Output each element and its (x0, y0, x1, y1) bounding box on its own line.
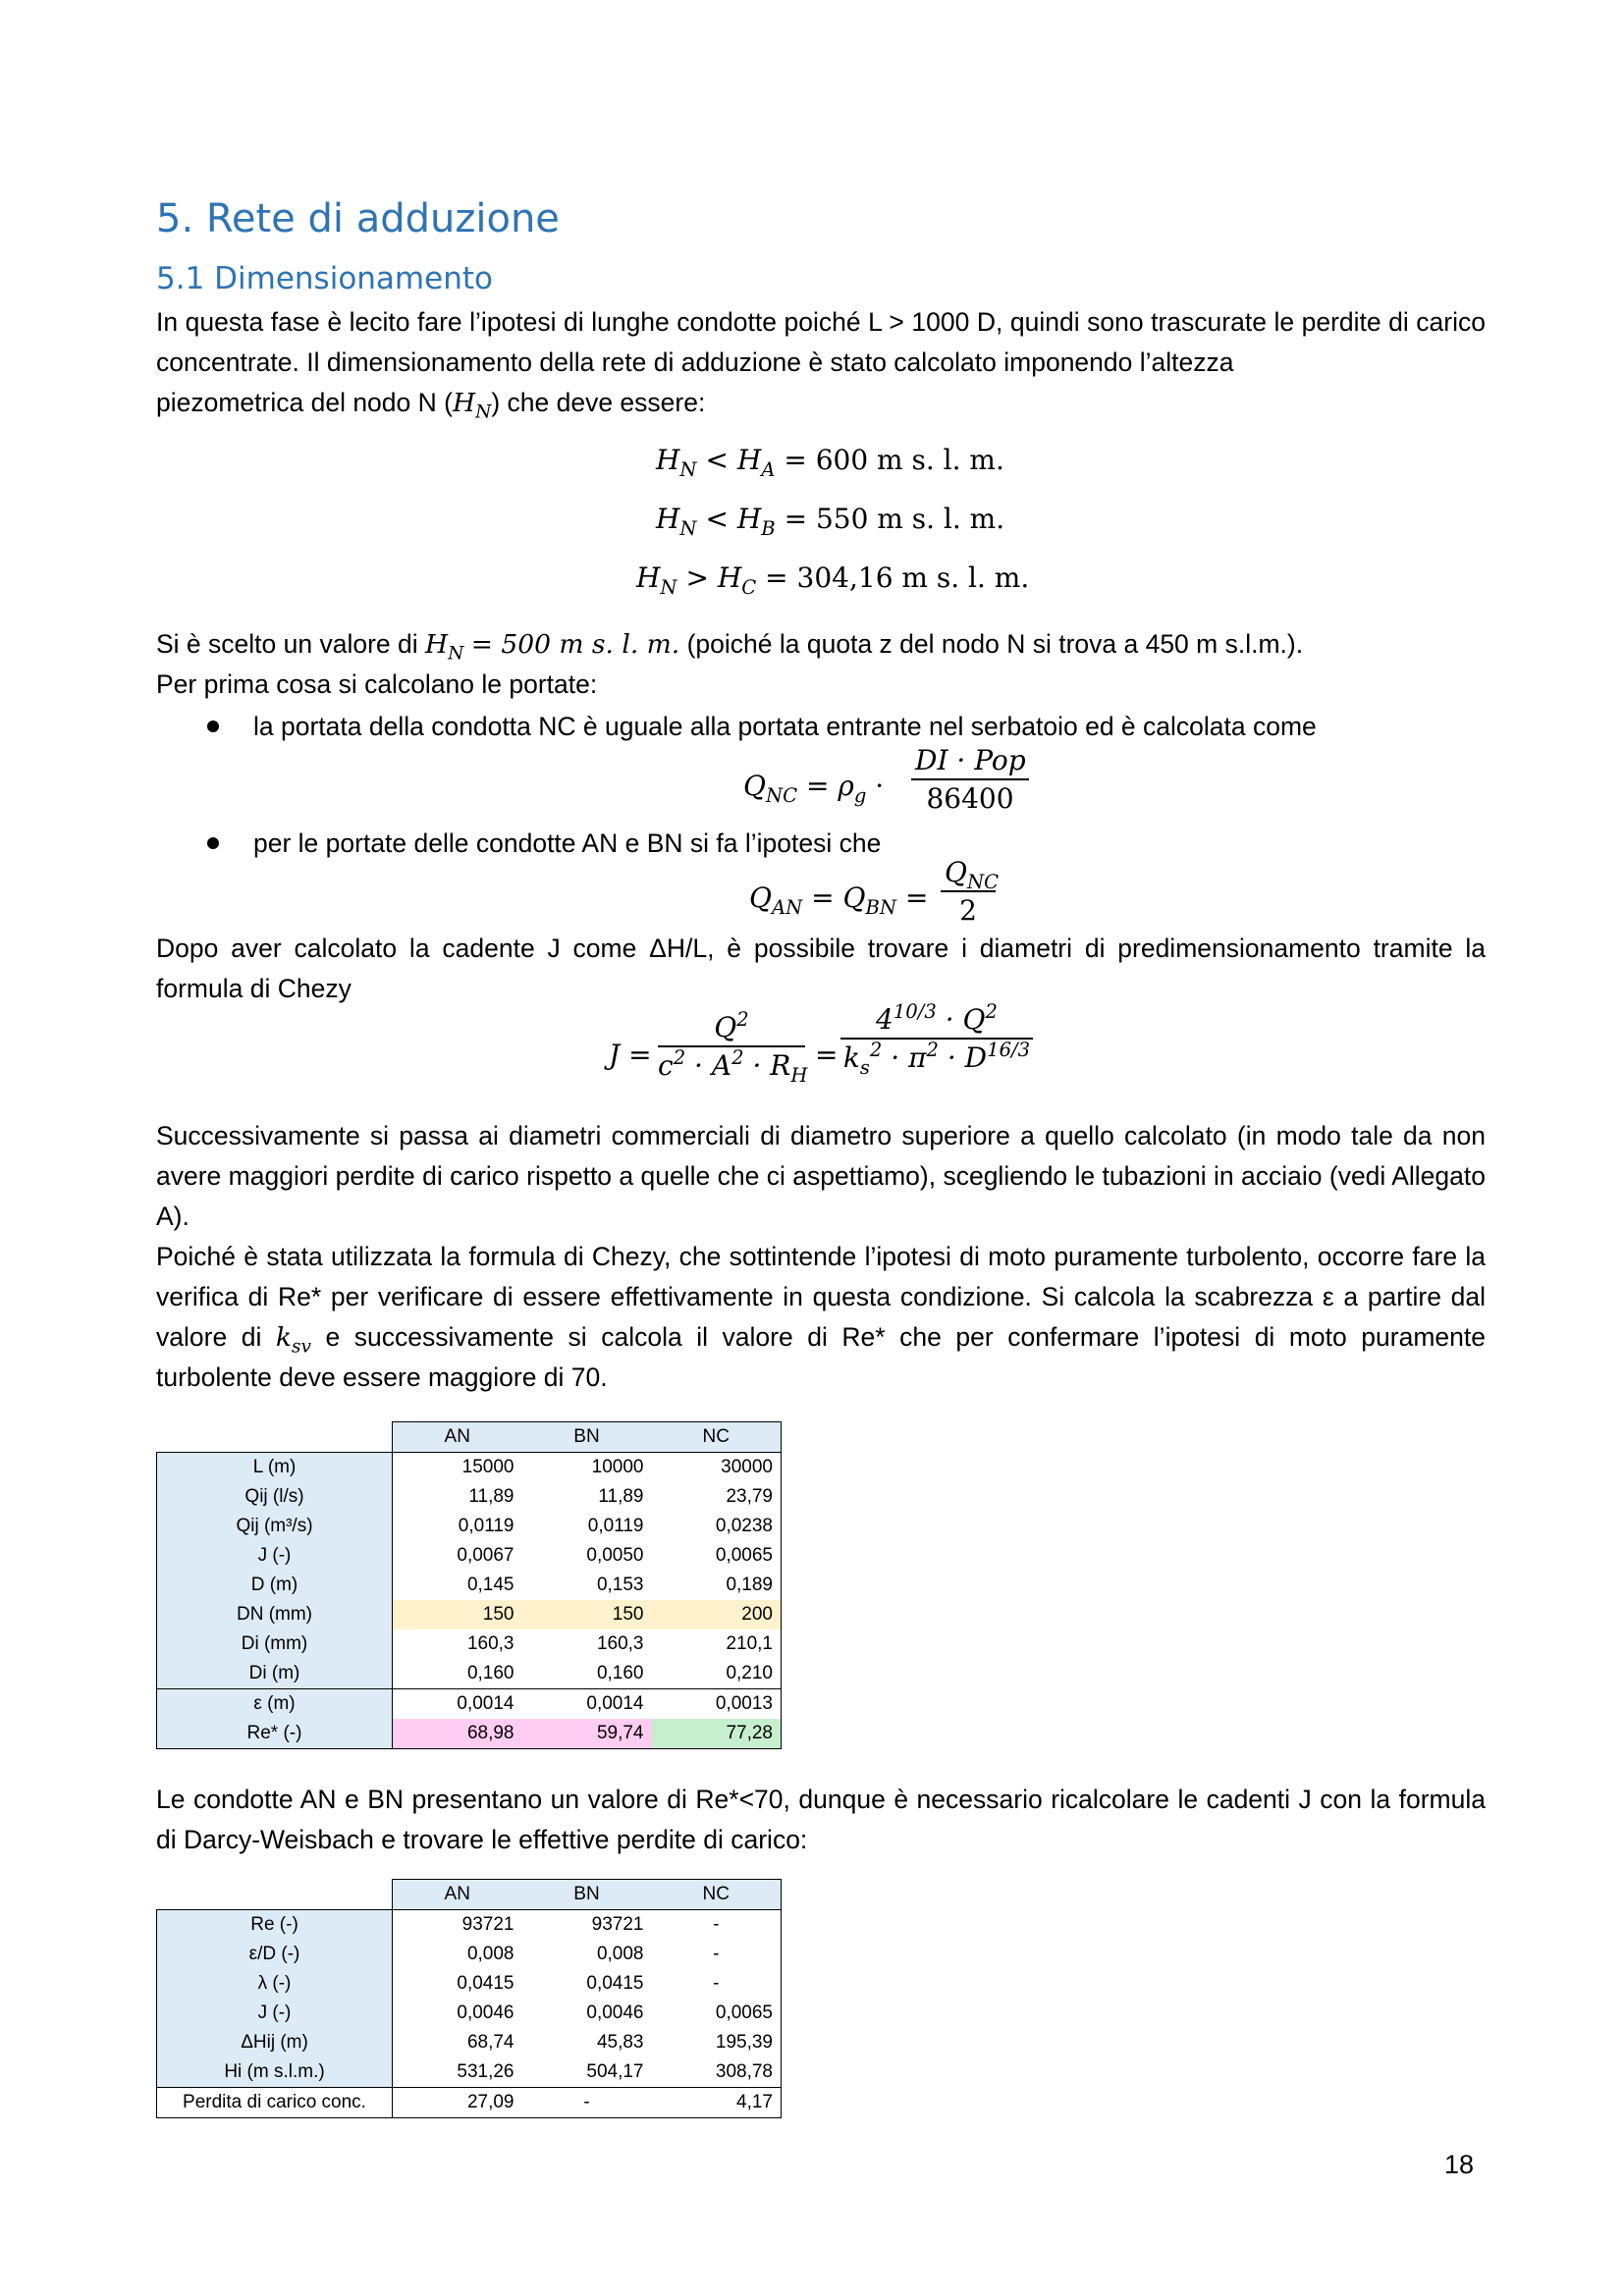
table-row: ε (m) 0,0014 0,0014 0,0013 (157, 1689, 782, 1720)
table-row: Qij (m³/s) 0,0119 0,0119 0,0238 (157, 1512, 782, 1541)
bullet-text-1: la portata della condotta NC è uguale alla portata entrante nel serbatoio ed è calcolata come (253, 712, 1317, 741)
fraction-qan: $Q_{NC}$ 2 (941, 856, 996, 927)
table-header-cell: NC (652, 1880, 782, 1910)
table-header-row (157, 1422, 782, 1453)
table-header-cell: BN (522, 1422, 652, 1453)
table-row: J (-) 0,0046 0,0046 0,0065 (157, 1999, 782, 2028)
equation-qan-lhs: $Q_{AN} = Q_{BN}$ = (749, 881, 929, 919)
table-header-cell: AN (393, 1880, 522, 1910)
table-row: Qij (l/s) 11,89 11,89 23,79 (157, 1482, 782, 1512)
table-row: λ (-) 0,0415 0,0415 - (157, 1969, 782, 1999)
equation-hn-hb: $H_N < H_B = 550$ m s. l. m. (656, 503, 1005, 540)
table-predimensionamento (156, 1421, 782, 1749)
table-row: J (-) 0,0067 0,0050 0,0065 (157, 1541, 782, 1571)
table-row: L (m) 15000 10000 30000 (157, 1453, 782, 1483)
table-header-cell: NC (652, 1422, 782, 1453)
paragraph-intro: In questa fase è lecito fare l’ipotesi di lunghe condotte poiché L > 1000 D, quindi sono trascurate le perdite di carico concentrate. Il dimensionamento della rete di adduzione è stato calcolato imponendo l’altezza (156, 307, 1486, 377)
table-row: D (m) 0,145 0,153 0,189 (157, 1571, 782, 1600)
paragraph-diametri: Successivamente si passa ai diametri commerciali di diametro superiore a quello calcolato (in modo tale da non avere maggiori perdite di carico rispetto a quelle che ci aspettiamo), scegliendo le tubazioni in acciaio (vedi Allegato A). (156, 1121, 1486, 1231)
equation-qnc-lhs: $Q_{NC} = \rho_g$ · (743, 770, 885, 807)
bullet-icon (207, 721, 219, 732)
paragraph-verifica: Poiché è stata utilizzata la formula di Chezy, che sottintende l’ipotesi di moto puramente turbolento, occorre fare la verifica di Re* per verificare di essere effettivamente in questa condizione. Si calcola la scabrezza ε a partire dal valore di $k_{sv}$ e successivamente si calcola il valore di Re* che per confermare l’ipotesi di moto puramente turbolente deve essere maggiore di 70. (156, 1242, 1486, 1392)
equation-hn-ha: $H_N < H_A = 600$ m s. l. m. (656, 444, 1004, 481)
bullet-icon (207, 837, 219, 849)
table-row: Re* (-) 68,98 59,74 77,28 (157, 1719, 782, 1749)
table-header-cell: AN (393, 1422, 522, 1453)
table-row: ΔHij (m) 68,74 45,83 195,39 (157, 2028, 782, 2057)
table-row: Perdita di carico conc. 27,09 - 4,17 (157, 2088, 782, 2118)
line-hn-choice: Si è scelto un valore di $H_N = 500$ m s. l. m. (poiché la quota z del nodo N si trova a 450 m s.l.m.). (156, 629, 1304, 665)
subsection-heading: 5.1 Dimensionamento (156, 261, 493, 296)
bullet-text-2: per le portate delle condotte AN e BN si fa l’ipotesi che (253, 828, 882, 858)
equation-j-lhs: J = (609, 1039, 652, 1071)
table-row: ε/D (-) 0,008 0,008 - (157, 1940, 782, 1969)
page-number: 18 (1444, 2150, 1475, 2179)
fraction-j-2: $4^{10/3} \cdot Q^2$ $k_s^2 \cdot \pi^2 \cdot D^{16/3}$ (840, 1003, 1033, 1074)
paragraph-chezy: Dopo aver calcolato la cadente J come ΔH/L, è possibile trovare i diametri di predimensionamento tramite la formula di Chezy (156, 934, 1486, 1003)
table-row: Re (-) 93721 93721 - (157, 1910, 782, 1941)
table-darcy-weisbach (156, 1879, 782, 2118)
paragraph-darcy: Le condotte AN e BN presentano un valore di Re*<70, dunque è necessario ricalcolare le cadenti J con la formula di Darcy-Weisbach e trovare le effettive perdite di carico: (156, 1785, 1486, 1854)
table-header-row (157, 1880, 782, 1910)
fraction-j-1: $Q^2$ $c^2 \cdot A^2 \cdot R_H$ (658, 1008, 808, 1087)
line-portate: Per prima cosa si calcolano le portate: (156, 669, 598, 699)
paragraph-intro-end: piezometrica del nodo N $(H_N)$ che deve essere: (156, 388, 706, 423)
table-row: Hi (m s.l.m.) 531,26 504,17 308,78 (157, 2057, 782, 2088)
table-row: DN (mm) 150 150 200 (157, 1600, 782, 1629)
math-hn: $H_N$ (452, 388, 492, 423)
equation-j-eq: = (815, 1039, 839, 1071)
fraction-qnc: DI · Pop 86400 (911, 744, 1029, 815)
equation-hn-hc: $H_N > H_C = 304,16$ m s. l. m. (636, 561, 1030, 599)
table-row: Di (m) 0,160 0,160 0,210 (157, 1659, 782, 1689)
table-row: Di (mm) 160,3 160,3 210,1 (157, 1629, 782, 1659)
table-header-cell: BN (522, 1880, 652, 1910)
section-heading: 5. Rete di adduzione (156, 196, 560, 241)
